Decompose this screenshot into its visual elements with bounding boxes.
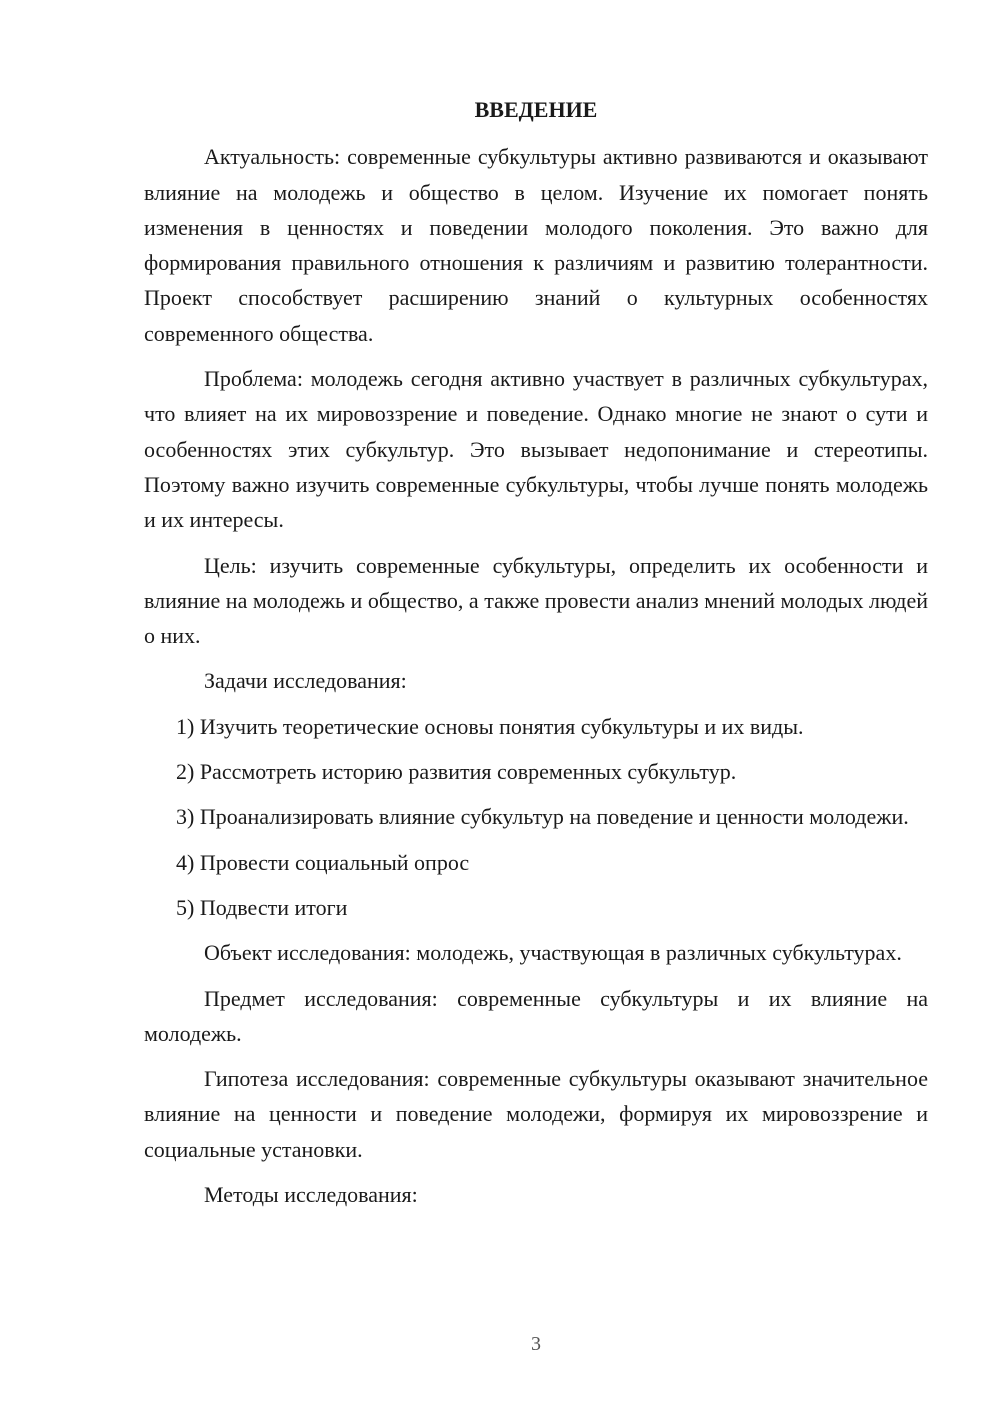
- task-item: 5) Подвести итоги: [176, 894, 348, 920]
- paragraph-relevance: Актуальность: современные субкультуры активно развиваются и оказывают влияние на молодежь и общество в целом. Изучение их помогает понять изменения в ценностях и поведении молодого поколения. Это важно для формирования правильного отношения к различиям и развитию толерантности. Проект способствует расширению знаний о культурных особенностях современного общества.: [144, 144, 928, 346]
- paragraph-methods: Методы исследования:: [204, 1182, 418, 1208]
- task-item: 1) Изучить теоретические основы понятия субкультуры и их виды.: [176, 713, 804, 739]
- section-title: ВВЕДЕНИЕ: [474, 97, 598, 122]
- paragraph-tasks-heading: Задачи исследования:: [204, 668, 407, 694]
- task-item: 3) Проанализировать влияние субкультур на поведение и ценности молодежи.: [176, 804, 909, 830]
- paragraph-problem: Проблема: молодежь сегодня активно участвует в различных субкультурах, что влияет на их мировоззрение и поведение. Однако многие не знают о сути и особенностях этих субкультур. Это вызывает недопонимание и стереотипы. Поэтому важно изучить современные субкультуры, чтобы лучше понять молодежь и их интересы.: [144, 366, 928, 533]
- paragraph-object: Объект исследования: молодежь, участвующая в различных субкультурах.: [204, 940, 902, 966]
- paragraph-subject: Предмет исследования: современные субкультуры и их влияние на молодежь.: [144, 985, 928, 1046]
- page-number: 3: [531, 1333, 541, 1355]
- paragraph-goal: Цель: изучить современные субкультуры, определить их особенности и влияние на молодежь и общество, а также провести анализ мнений молодых людей о них.: [144, 552, 928, 649]
- task-item: 2) Рассмотреть историю развития современных субкультур.: [176, 759, 737, 785]
- page-content: [144, 92, 928, 1222]
- task-item: 4) Провести социальный опрос: [176, 849, 470, 875]
- paragraph-hypothesis: Гипотеза исследования: современные субкультуры оказывают значительное влияние на ценности и поведение молодежи, формируя их мировоззрение и социальные установки.: [144, 1066, 928, 1162]
